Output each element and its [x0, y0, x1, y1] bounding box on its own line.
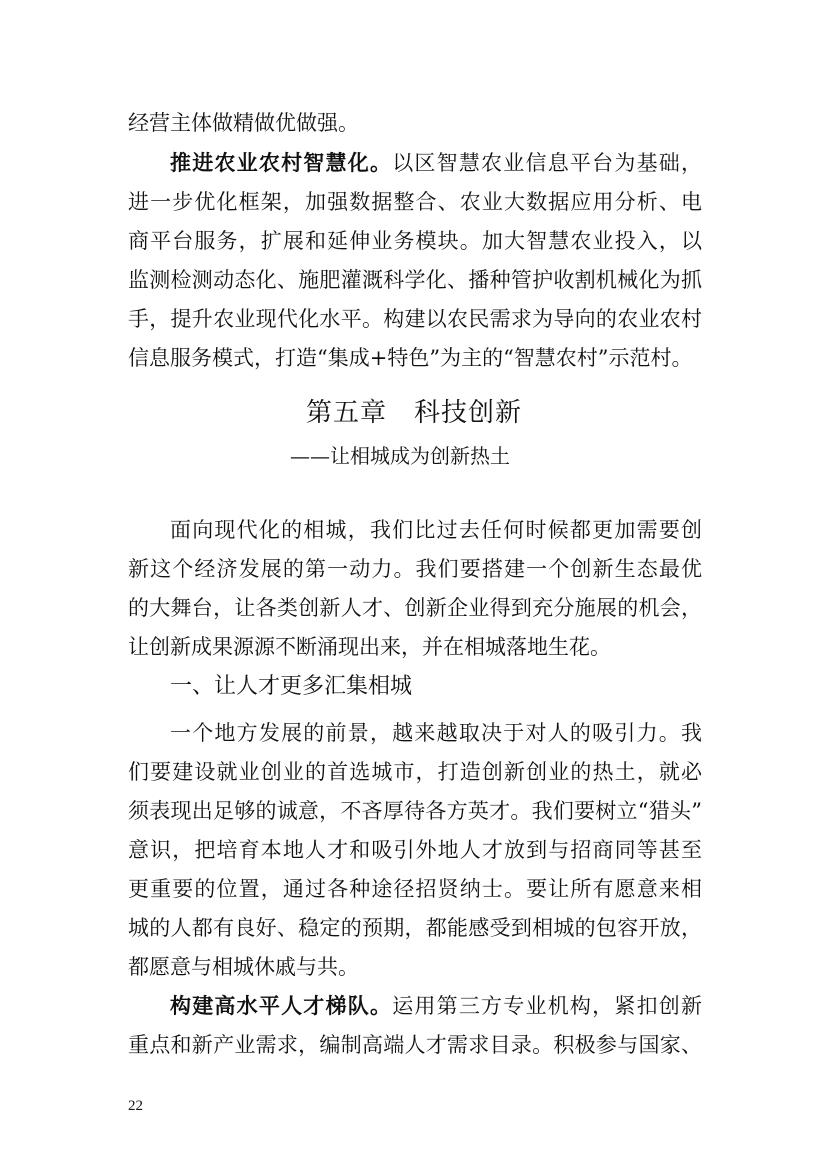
- bold-lead-text: 推进农业农村智慧化。: [170, 151, 393, 175]
- paragraph-line: 让创新成果源源不断涌现出来，并在相城落地生花。: [128, 635, 611, 659]
- paragraph-line: 城的人都有良好、稳定的预期，都能感受到相城的包容开放，: [128, 916, 702, 940]
- paragraph-text: 运用第三方专业机构，紧扣创新: [392, 994, 702, 1018]
- paragraph-line: 们要建设就业创业的首选城市，打造创新创业的热土，就必: [128, 760, 702, 784]
- paragraph-line: 进一步优化框架，加强数据整合、农业大数据应用分析、电: [128, 190, 702, 214]
- paragraph-line: 更重要的位置，通过各种途径招贤纳士。要让所有愿意来相: [128, 877, 702, 901]
- paragraph-line: 一个地方发展的前景，越来越取决于对人的吸引力。我: [170, 721, 702, 745]
- paragraph-line: 监测检测动态化、施肥灌溉科学化、播种管护收割机械化为抓: [128, 268, 702, 292]
- section-heading: 一、让人才更多汇集相城: [170, 674, 413, 699]
- paragraph-first-line: [170, 991, 702, 1021]
- paragraph-line: 手，提升农业现代化水平。构建以农民需求为导向的农业农村: [128, 307, 702, 331]
- chapter-title: 第五章 科技创新: [305, 398, 522, 428]
- paragraph-text: 以区智慧农业信息平台为基础，: [392, 151, 702, 175]
- paragraph-line: 新这个经济发展的第一动力。我们要搭建一个创新生态最优: [128, 557, 702, 581]
- paragraph-line: 信息服务模式，打造“集成+特色”为主的“智慧农村”示范村。: [128, 346, 693, 370]
- paragraph-line: 的大舞台，让各类创新人才、创新企业得到充分施展的机会，: [128, 596, 702, 620]
- paragraph-line: 都愿意与相城休戚与共。: [128, 955, 359, 979]
- paragraph-line: 意识，把培育本地人才和吸引外地人才放到与招商同等甚至: [128, 838, 702, 862]
- page-number: 22: [128, 1098, 143, 1114]
- paragraph-line: 面向现代化的相城，我们比过去任何时候都更加需要创: [170, 518, 702, 542]
- paragraph-line: 重点和新产业需求，编制高端人才需求目录。积极参与国家、: [128, 1033, 702, 1057]
- bold-lead-text: 构建高水平人才梯队。: [170, 994, 393, 1018]
- paragraph-first-line: [170, 148, 702, 178]
- paragraph-line: 商平台服务，扩展和延伸业务模块。加大智慧农业投入，以: [128, 229, 702, 253]
- paragraph-line: 须表现出足够的诚意，不吝厚待各方英才。我们要树立“猎头”: [128, 799, 702, 823]
- paragraph-line: 经营主体做精做优做强。: [128, 111, 359, 135]
- chapter-subtitle: ——让相城成为创新热土: [290, 444, 510, 468]
